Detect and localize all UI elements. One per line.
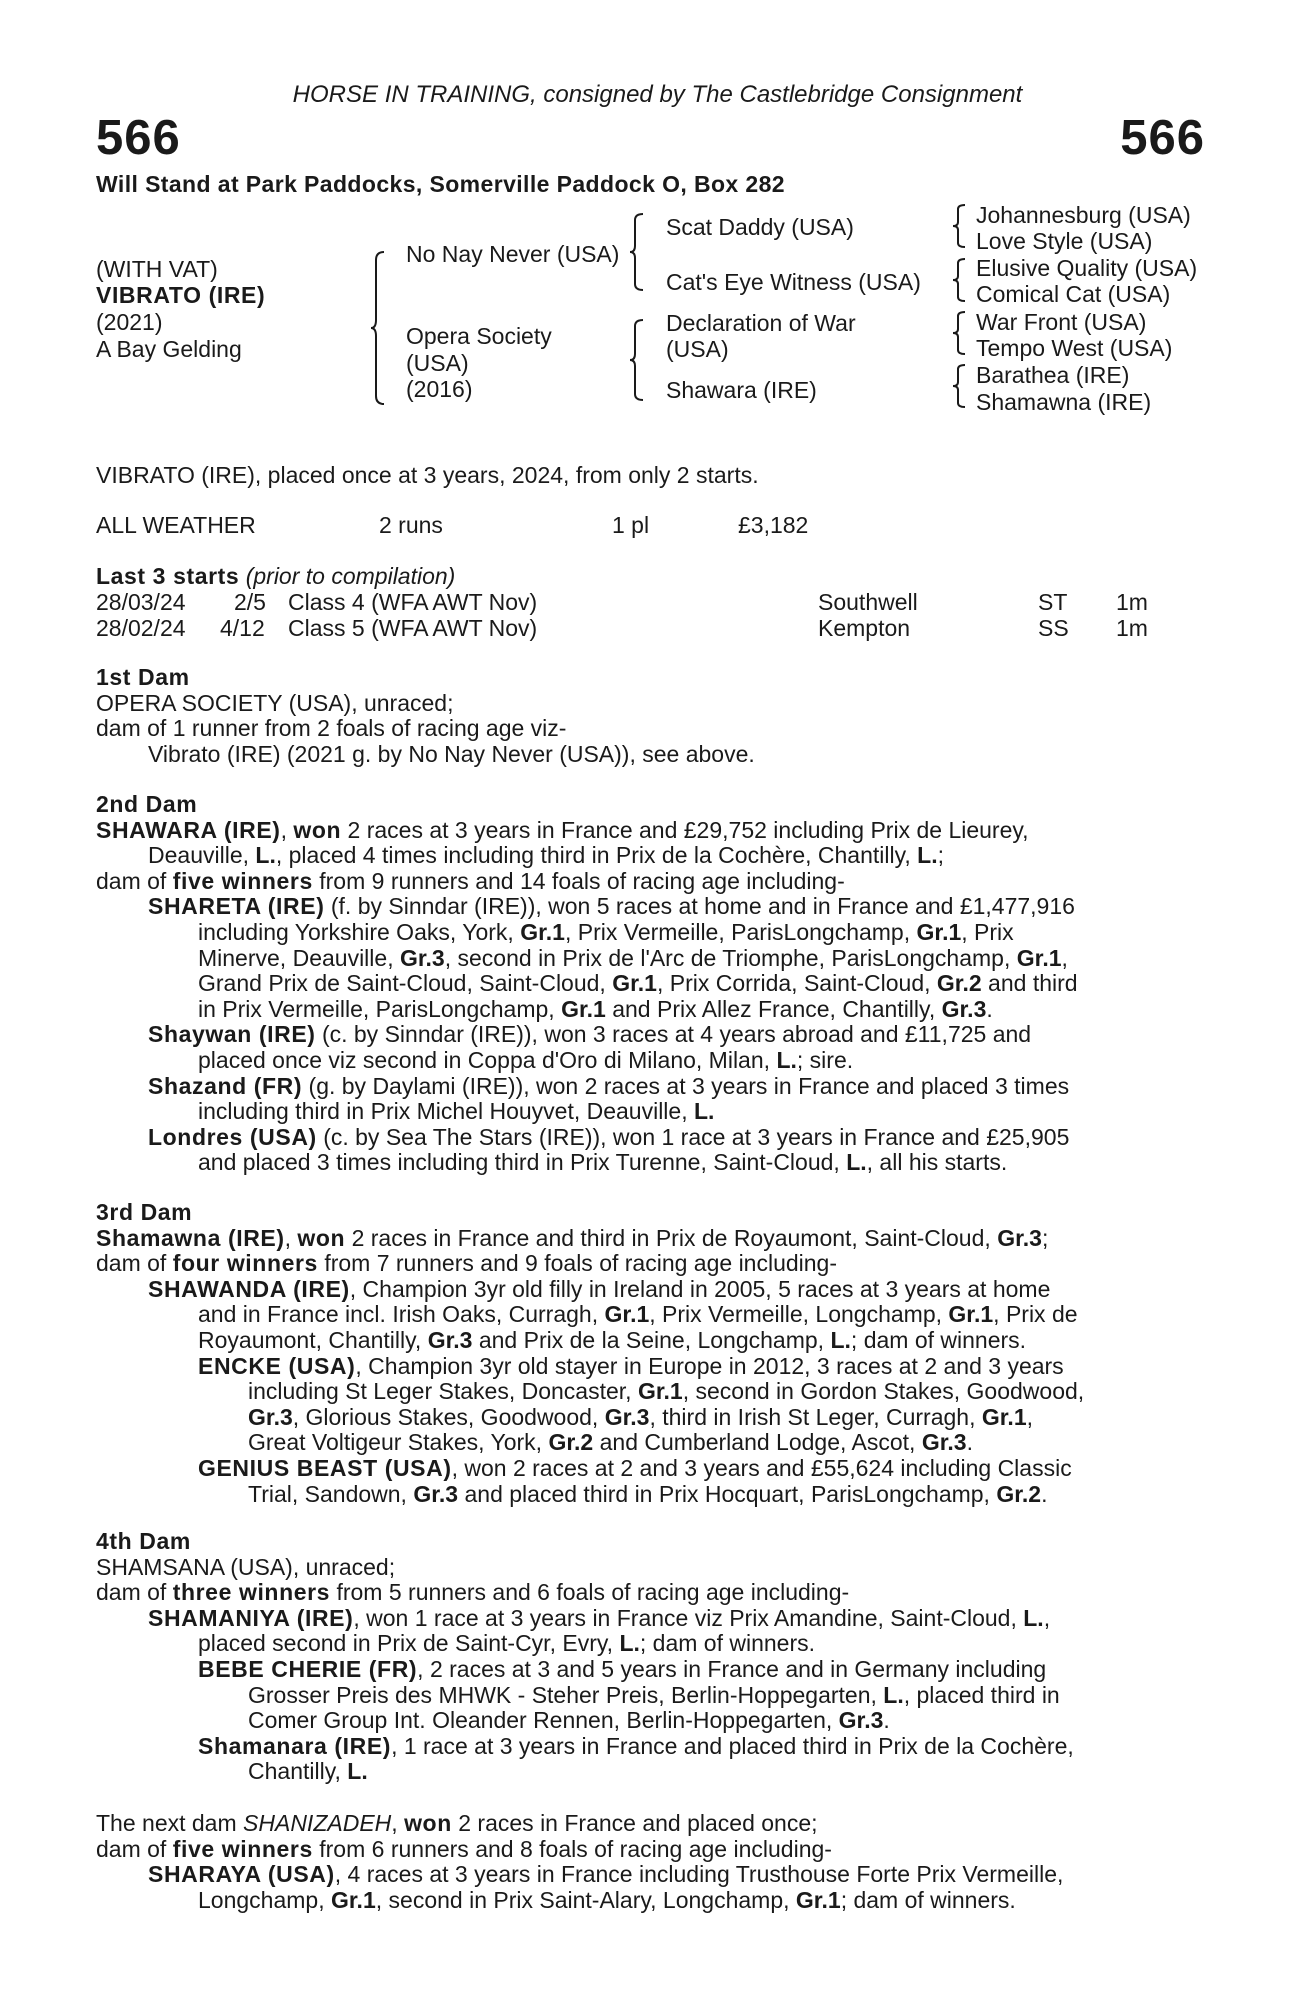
last-starts-heading xyxy=(96,564,455,590)
list-item: Shaywan (IRE) (c. by Sinndar (IRE)), won 3 races at 4 years abroad and £11,725 and xyxy=(148,1021,1032,1048)
record-runs: 2 runs xyxy=(379,512,443,538)
horse-description: A Bay Gelding xyxy=(96,336,242,362)
list-item: SHARETA (IRE) (f. by Sinndar (IRE)), won 5 races at home and in France and £1,477,916 xyxy=(148,893,1075,920)
list-item: Londres (USA) (c. by Sea The Stars (IRE)), won 1 race at 3 years in France and £25,905 xyxy=(148,1123,1070,1150)
list-item: BEBE CHERIE (FR), 2 races at 3 and 5 years in France and in Germany including xyxy=(198,1655,1047,1682)
pedigree-brace-1 xyxy=(370,250,388,406)
list-item: SHAWANDA (IRE), Champion 3yr old filly in Ireland in 2005, 5 races at 3 years at home xyxy=(148,1275,1051,1302)
pedigree-sire: No Nay Never (USA) xyxy=(406,241,620,267)
pedigree-brace-7 xyxy=(952,363,968,409)
first-dam-heading: 1st Dam xyxy=(96,664,190,690)
pedigree-sire-dam: Cat's Eye Witness (USA) xyxy=(666,269,921,295)
pedigree-dss: War Front (USA) xyxy=(976,309,1147,335)
pedigree-dam-sire-line1: Declaration of War xyxy=(666,310,856,336)
pedigree-dam-line1: Opera Society xyxy=(406,323,552,349)
lot-number-left: 566 xyxy=(96,111,181,165)
pedigree-dam-line3: (2016) xyxy=(406,376,473,402)
last-starts-table xyxy=(96,590,1204,641)
pedigree-brace-5 xyxy=(952,257,968,303)
list-item: ENCKE (USA), Champion 3yr old stayer in Europe in 2012, 3 races at 2 and 3 years xyxy=(198,1352,1064,1379)
pedigree-dam-line2: (USA) xyxy=(406,350,469,376)
pedigree-dam-dam: Shawara (IRE) xyxy=(666,377,817,403)
second-dam-section: 2nd Dam SHAWARA (IRE), won 2 races at 3 years in France and £29,752 including Prix de Lieurey, Deauville, L., placed 4 times including third in Prix de la Cochère, Chantilly, L.; dam of five winners from 9 runners and 14 foals of racing age including- SHARETA (IRE) (f. by Sinndar (IRE)), won 5 races at home and in France and £1,477,916 including Yorkshire Oaks, York, Gr.1, Prix Vermeille, ParisLongchamp, Gr.1, Prix Minerve, Deauville, Gr.3, second in Prix de l'Arc de Triomphe, ParisLongchamp, Gr.1, Grand Prix de Saint-Cloud, Saint-Cloud, Gr.1, Prix Corrida, Saint-Cloud, Gr.2 and third in Prix Vermeille, ParisLongchamp, Gr.1 and Prix Allez France, Chantilly, Gr.3. Shaywan (IRE) (c. by Sinndar (IRE)), won 3 races at 4 years abroad and £11,725 and placed once viz second in Coppa d'Oro di Milano, Milan, L.; sire. Shazand (FR) (g. by Daylami (IRE)), won 2 races at 3 years in France and placed 3 times including third in Prix Michel Houyvet, Deauville, L. Londres (USA) (c. by Sea The Stars (IRE)), won 1 race at 3 years in France and £25,905 and placed 3 times including third in Prix Turenne, Saint-Cloud, L., all his starts. xyxy=(96,792,1204,1176)
list-item: GENIUS BEAST (USA), won 2 races at 2 and 3 years and £55,624 including Classic xyxy=(198,1454,1072,1481)
list-item: Shazand (FR) (g. by Daylami (IRE)), won 2 races at 3 years in France and placed 3 times xyxy=(148,1072,1070,1099)
next-dam-section: The next dam SHANIZADEH, won 2 races in France and placed once; dam of five winners from 6 runners and 8 foals of racing age including- SHARAYA (USA), 4 races at 3 years in France including Trusthouse Forte Prix Vermeille, Longchamp, Gr.1, second in Prix Saint-Alary, Longchamp, Gr.1; dam of winners. xyxy=(96,1811,1204,1913)
pedigree-sss: Johannesburg (USA) xyxy=(976,202,1191,228)
pedigree-brace-4 xyxy=(952,203,968,249)
third-dam-section: 3rd Dam Shamawna (IRE), won 2 races in France and third in Prix de Royaumont, Saint-Cloud, Gr.3; dam of four winners from 7 runners and 9 foals of racing age including- SHAWANDA (IRE), Champion 3yr old filly in Ireland in 2005, 5 races at 3 years at home and in France incl. Irish Oaks, Curragh, Gr.1, Prix Vermeille, Longchamp, Gr.1, Prix de Royaumont, Chantilly, Gr.3 and Prix de la Seine, Longchamp, L.; dam of winners. ENCKE (USA), Champion 3yr old stayer in Europe in 2012, 3 races at 2 and 3 years including St Leger Stakes, Doncaster, Gr.1, second in Gordon Stakes, Goodwood, Gr.3, Glorious Stakes, Goodwood, Gr.3, third in Irish St Leger, Curragh, Gr.1, Great Voltigeur Stakes, York, Gr.2 and Cumberland Lodge, Ascot, Gr.3. GENIUS BEAST (USA), won 2 races at 2 and 3 years and £55,624 including Classic Trial, Sandown, Gr.3 and placed third in Prix Hocquart, ParisLongchamp, Gr.2. xyxy=(96,1200,1204,1507)
stand-info: Will Stand at Park Paddocks, Somerville Paddock O, Box 282 xyxy=(96,171,785,197)
race-summary: VIBRATO (IRE), placed once at 3 years, 2024, from only 2 starts. xyxy=(96,462,759,488)
horse-year: (2021) xyxy=(96,309,163,335)
pedigree-dds: Barathea (IRE) xyxy=(976,362,1130,388)
catalogue-header: HORSE IN TRAINING, consigned by The Castlebridge Consignment xyxy=(292,81,1023,108)
horse-name: VIBRATO (IRE) xyxy=(96,282,266,308)
last-starts-note: (prior to compilation) xyxy=(245,563,456,589)
lot-number-right: 566 xyxy=(1120,111,1205,165)
table-row: 28/02/24 4/12 Class 5 (WFA AWT Nov) Kempton SS 1m xyxy=(96,614,1148,641)
list-item: SHARAYA (USA), 4 races at 3 years in France including Trusthouse Forte Prix Vermeille, xyxy=(148,1861,1064,1888)
last-starts-title: Last 3 starts xyxy=(96,563,240,589)
record-surface: ALL WEATHER xyxy=(96,512,256,538)
pedigree-ddd: Shamawna (IRE) xyxy=(976,389,1152,415)
table-row: 28/03/24 2/5 Class 4 (WFA AWT Nov) Southwell ST 1m xyxy=(96,589,1148,615)
record-prize: £3,182 xyxy=(738,512,809,538)
pedigree-dam-sire-line2: (USA) xyxy=(666,336,729,362)
list-item: SHAMANIYA (IRE), won 1 race at 3 years in France viz Prix Amandine, Saint-Cloud, L., xyxy=(148,1604,1051,1631)
first-dam-section: 1st Dam OPERA SOCIETY (USA), unraced; dam of 1 runner from 2 foals of racing age viz- Vibrato (IRE) (2021 g. by No Nay Never (USA)), see above. xyxy=(96,665,1204,767)
pedigree-sire-sire: Scat Daddy (USA) xyxy=(666,214,854,240)
pedigree-brace-3 xyxy=(629,318,647,402)
pedigree-sdd: Comical Cat (USA) xyxy=(976,281,1171,307)
second-dam-heading: 2nd Dam xyxy=(96,791,198,817)
pedigree-brace-2 xyxy=(629,212,647,292)
pedigree-brace-6 xyxy=(952,310,968,356)
third-dam-heading: 3rd Dam xyxy=(96,1199,193,1225)
record-placings: 1 pl xyxy=(612,512,650,538)
fourth-dam-heading: 4th Dam xyxy=(96,1528,191,1554)
fourth-dam-section: 4th Dam SHAMSANA (USA), unraced; dam of three winners from 5 runners and 6 foals of racing age including- SHAMANIYA (IRE), won 1 race at 3 years in France viz Prix Amandine, Saint-Cloud, L., placed second in Prix de Saint-Cyr, Evry, L.; dam of winners. BEBE CHERIE (FR), 2 races at 3 and 5 years in France and in Germany including Grosser Preis des MHWK - Steher Preis, Berlin-Hoppegarten, L., placed third in Comer Group Int. Oleander Rennen, Berlin-Hoppegarten, Gr.3. Shamanara (IRE), 1 race at 3 years in France and placed third in Prix de la Cochère, Chantilly, L. xyxy=(96,1529,1204,1785)
pedigree-ssd: Love Style (USA) xyxy=(976,228,1153,254)
pedigree-sds: Elusive Quality (USA) xyxy=(976,255,1198,281)
pedigree-dsd: Tempo West (USA) xyxy=(976,335,1173,361)
vat-note: (WITH VAT) xyxy=(96,256,218,282)
list-item: Shamanara (IRE), 1 race at 3 years in France and placed third in Prix de la Cochère, xyxy=(198,1732,1074,1759)
